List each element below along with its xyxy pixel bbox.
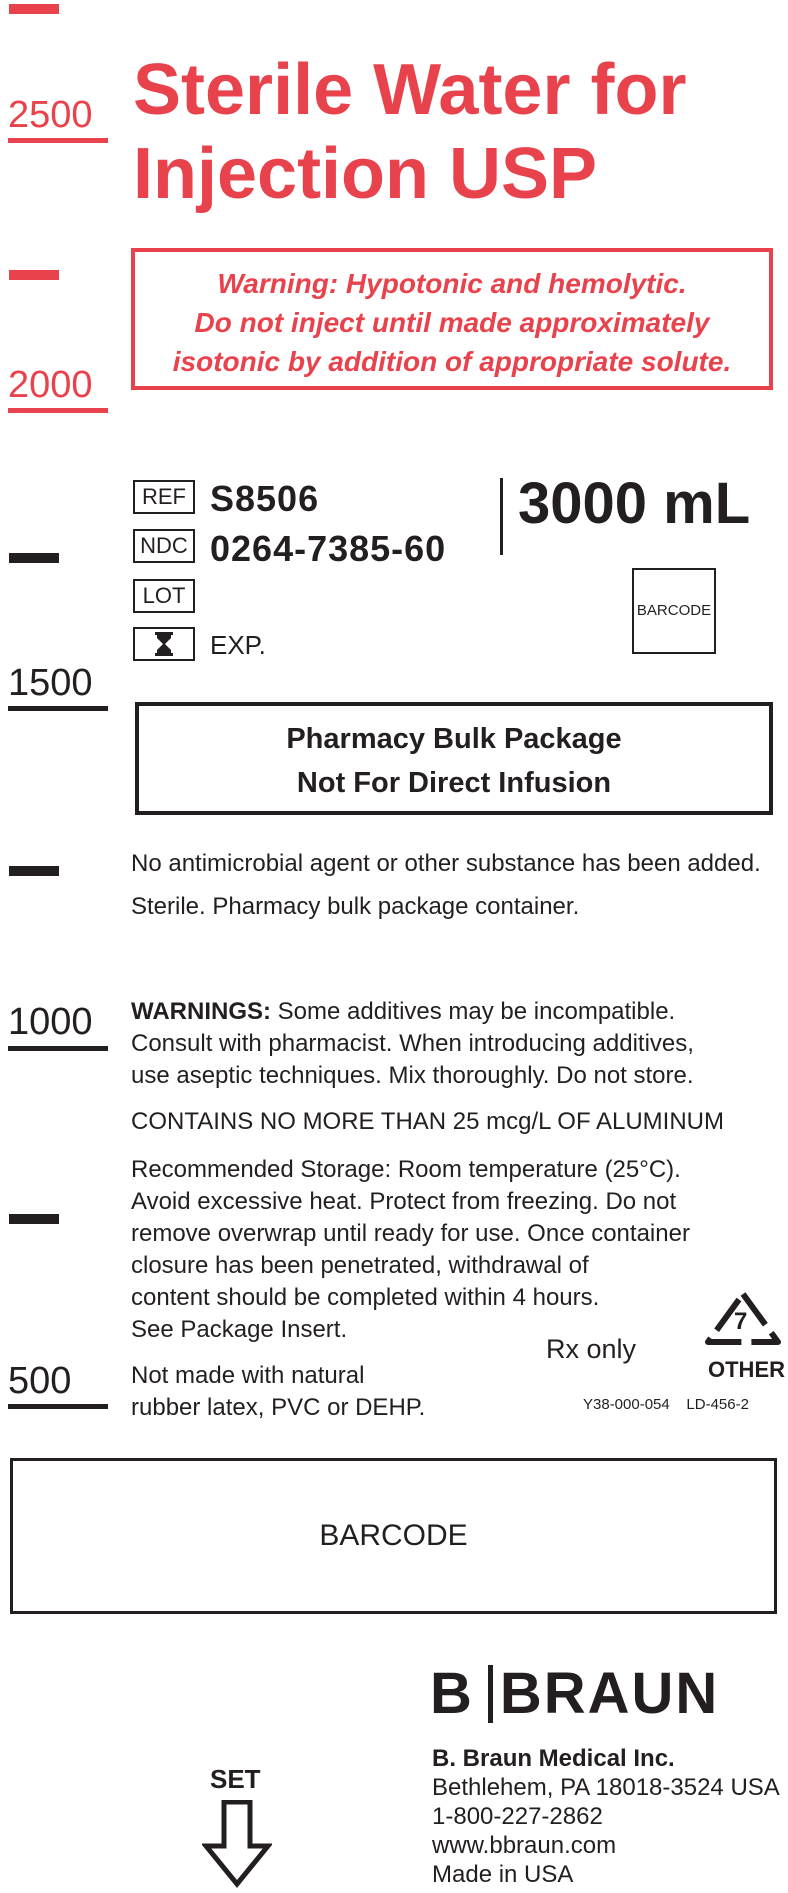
scale-label-2500: 2500 — [8, 94, 93, 136]
volume: 3000 mL — [518, 471, 751, 536]
product-codes — [583, 1396, 749, 1413]
braun-logo — [430, 1660, 719, 1727]
scale-tick — [9, 1214, 59, 1224]
code-1: Y38-000-054 — [583, 1396, 670, 1413]
storage-line: closure has been penetrated, withdrawal of — [131, 1252, 589, 1279]
ref-symbol: REF — [133, 480, 195, 514]
scale-tick — [9, 553, 59, 563]
product-title-line2: Injection USP — [133, 134, 598, 214]
recycle-icon — [704, 1290, 782, 1360]
logo-divider — [488, 1665, 493, 1723]
storage-paragraph — [131, 1154, 690, 1346]
scale-underline — [8, 706, 108, 711]
hypotonic-warning-box — [131, 248, 773, 390]
set-label: SET — [210, 1764, 261, 1794]
company-origin: Made in USA — [432, 1861, 574, 1888]
scale-tick — [9, 866, 59, 876]
latex-statement — [131, 1360, 425, 1424]
exp-label: EXP. — [210, 630, 266, 660]
warnings-line1: Some additives may be incompatible. — [277, 998, 676, 1025]
scale-underline — [8, 138, 108, 143]
company-city: Bethlehem, PA 18018-3524 USA — [432, 1774, 780, 1801]
lot-symbol: LOT — [133, 579, 195, 613]
warnings-label: WARNINGS: — [131, 998, 271, 1025]
warnings-paragraph — [131, 996, 694, 1092]
volume-divider — [500, 478, 503, 555]
code-2: LD-456-2 — [686, 1396, 749, 1413]
scale-tick — [9, 270, 59, 280]
ndc-symbol: NDC — [133, 529, 195, 563]
scale-label-500: 500 — [8, 1360, 72, 1402]
company-web: www.bbraun.com — [432, 1832, 617, 1859]
scale-label-1000: 1000 — [8, 1001, 93, 1043]
recycle-label: OTHER — [708, 1357, 785, 1382]
recycle-number: 7 — [734, 1308, 748, 1335]
storage-line: Avoid excessive heat. Protect from freezing. Do not — [131, 1188, 677, 1215]
barcode-large: BARCODE — [10, 1458, 777, 1614]
warnings-line3: use aseptic techniques. Mix thoroughly. Do not store. — [131, 1062, 694, 1089]
barcode-small: BARCODE — [632, 568, 716, 654]
down-arrow-icon — [202, 1800, 272, 1893]
product-title — [133, 48, 686, 216]
ref-code: S8506 — [210, 478, 320, 519]
ndc-code: 0264-7385-60 — [210, 528, 447, 569]
scale-tick — [9, 4, 59, 14]
latex-line2: rubber latex, PVC or DEHP. — [131, 1394, 426, 1421]
storage-line: remove overwrap until ready for use. Once container — [131, 1220, 690, 1247]
rx-only: Rx only — [546, 1334, 637, 1364]
scale-underline — [8, 1046, 108, 1051]
note-sterile: Sterile. Pharmacy bulk package container. — [131, 893, 580, 920]
note-antimicrobial: No antimicrobial agent or other substance has been added. — [131, 850, 761, 877]
latex-line1: Not made with natural — [131, 1362, 365, 1389]
braun-logo-b: B — [430, 1661, 474, 1726]
company-name: B. Braun Medical Inc. — [432, 1745, 675, 1772]
warning-line2: Do not inject until made approximately — [194, 307, 710, 338]
warning-line1: Warning: Hypotonic and hemolytic. — [217, 268, 687, 299]
product-title-line1: Sterile Water for — [133, 50, 687, 130]
scale-underline — [8, 1404, 108, 1409]
braun-logo-name: BRAUN — [499, 1661, 720, 1726]
company-address — [432, 1744, 780, 1889]
storage-line: See Package Insert. — [131, 1316, 348, 1343]
warning-line3: isotonic by addition of appropriate solute. — [172, 346, 732, 377]
storage-line: Recommended Storage: Room temperature (25°C). — [131, 1156, 681, 1183]
scale-underline — [8, 408, 108, 413]
warnings-line2: Consult with pharmacist. When introducing additives, — [131, 1030, 694, 1057]
scale-label-1500: 1500 — [8, 662, 93, 704]
pharmacy-bulk-box — [135, 702, 773, 815]
hourglass-icon — [133, 627, 195, 661]
company-phone: 1-800-227-2862 — [432, 1803, 603, 1830]
storage-line: content should be completed within 4 hours. — [131, 1284, 600, 1311]
pharmacy-line1: Pharmacy Bulk Package — [286, 723, 622, 755]
pharmacy-line2: Not For Direct Infusion — [296, 767, 612, 799]
scale-label-2000: 2000 — [8, 364, 93, 406]
aluminum-statement: CONTAINS NO MORE THAN 25 mcg/L OF ALUMINUM — [131, 1108, 724, 1135]
